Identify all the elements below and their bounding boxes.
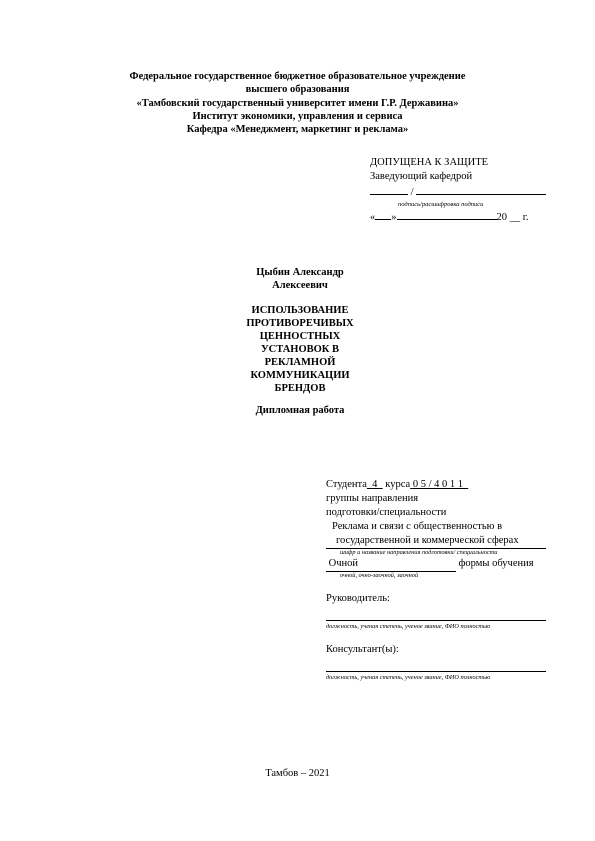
program-line-1: Реклама и связи с общественностью в (332, 521, 503, 532)
thesis-title-line: ПРОТИВОРЕЧИВЫХ (246, 318, 354, 329)
supervisor-line (326, 620, 546, 621)
thesis-title-line: КОММУНИКАЦИИ (250, 370, 350, 381)
author-name: Цыбин Александр Алексеевич (256, 267, 344, 291)
group-line-1: группы направления (326, 493, 419, 504)
institution-header (0, 70, 595, 136)
header-line-5: Кафедра «Менеджмент, маркетинг и реклама» (186, 124, 409, 136)
thesis-title (225, 304, 375, 395)
consultant-line (326, 671, 546, 672)
program-caption: шифр и название направления подготовки/ специальности (340, 549, 498, 556)
thesis-title-line: ИСПОЛЬЗОВАНИЕ (251, 305, 349, 316)
city-year-footer: Тамбов – 2021 (265, 768, 330, 779)
study-form-value: Очной (328, 558, 358, 569)
consultant-label: Консультант(ы): (326, 644, 399, 655)
approval-head: Заведующий кафедрой (370, 171, 473, 182)
program-line-2: государственной и коммерческой сферах (326, 534, 546, 549)
header-line-2: высшего образования (245, 84, 350, 96)
approval-signature-line: / (370, 184, 546, 200)
approval-caption: подпись/расшифровка подписи (398, 201, 484, 208)
study-form-label: формы обучения (458, 558, 534, 569)
thesis-title-line: РЕКЛАМНОЙ (264, 357, 336, 368)
approval-date-line: « » 20 __ г. (370, 209, 546, 225)
student-info-block (326, 478, 546, 682)
approval-title: ДОПУЩЕНА К ЗАЩИТЕ (370, 157, 489, 168)
student-course-line: Студента 4 курса 0 5 / 4 0 1 1 (326, 479, 463, 490)
group-line-2: подготовки/специальности (326, 507, 447, 518)
supervisor-label: Руководитель: (326, 593, 390, 604)
thesis-title-line: ЦЕННОСТНЫХ (259, 331, 341, 342)
header-line-3: «Тамбовский государственный университет имени Г.Р. Державина» (136, 97, 459, 109)
work-type: Дипломная работа (255, 405, 345, 416)
consultant-caption: должность, ученая степень, ученое звание, ФИО полностью (326, 674, 491, 681)
thesis-title-line: УСТАНОВОК В (260, 344, 340, 355)
header-line-1: Федеральное государственное бюджетное образовательное учреждение (129, 71, 466, 82)
study-form-line (326, 557, 546, 572)
thesis-title-line: БРЕНДОВ (274, 383, 326, 394)
supervisor-caption: должность, ученая степень, ученое звание, ФИО полностью (326, 623, 491, 630)
study-form-caption: очной, очно-заочной, заочной (340, 572, 419, 579)
approval-block (370, 156, 546, 225)
header-line-4: Институт экономики, управления и сервиса (192, 110, 403, 122)
